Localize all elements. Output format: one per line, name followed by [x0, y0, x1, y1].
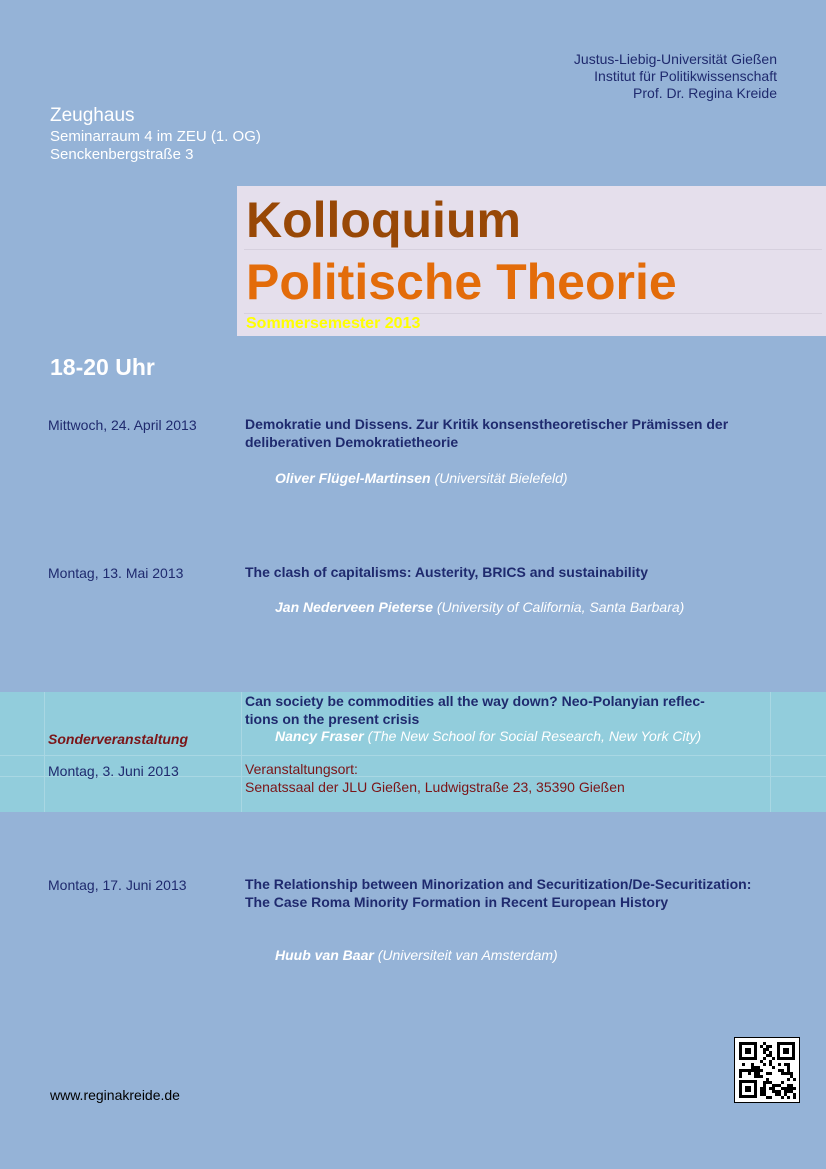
- venue-street: Senckenbergstraße 3: [50, 146, 194, 163]
- qr-module: [787, 1069, 790, 1072]
- qr-module: [787, 1066, 790, 1069]
- location-address: Senatssaal der JLU Gießen, Ludwigstraße 23, 35390 Gießen: [245, 779, 625, 795]
- professor-name: Prof. Dr. Regina Kreide: [633, 85, 777, 101]
- guide-line: [770, 692, 771, 812]
- event-4-title: The Relationship between Minorization and Securitization/De-Securitization: The Case Roma Minority Formation in Recent European History: [245, 876, 752, 910]
- semester-label: Sommersemester 2013: [246, 315, 421, 332]
- qr-module: [763, 1057, 766, 1060]
- qr-module: [793, 1093, 796, 1096]
- event-3-location: [245, 760, 625, 796]
- qr-module: [790, 1084, 793, 1087]
- qr-module: [793, 1087, 796, 1090]
- qr-module: [778, 1063, 781, 1066]
- qr-module: [763, 1087, 766, 1090]
- qr-module: [784, 1087, 787, 1090]
- qr-module: [763, 1081, 766, 1084]
- qr-module: [769, 1063, 772, 1066]
- qr-module: [772, 1084, 775, 1087]
- title-box: [237, 186, 826, 336]
- speaker-affiliation: (University of California, Santa Barbara): [436, 599, 685, 615]
- special-event-label: Sonderveranstaltung: [48, 731, 189, 747]
- qr-module: [763, 1063, 766, 1066]
- qr-module: [778, 1090, 781, 1093]
- guide-line: [44, 692, 45, 812]
- qr-module: [757, 1066, 760, 1069]
- qr-module: [787, 1072, 790, 1075]
- qr-module: [751, 1066, 754, 1069]
- event-3-speaker: [275, 728, 701, 744]
- qr-module: [763, 1048, 766, 1051]
- qr-module: [763, 1084, 766, 1087]
- qr-module: [763, 1042, 766, 1045]
- guide-line: [244, 313, 822, 314]
- qr-module: [769, 1051, 772, 1054]
- qr-module: [742, 1069, 745, 1072]
- qr-module: [775, 1093, 778, 1096]
- qr-module: [766, 1045, 769, 1048]
- qr-module: [769, 1081, 772, 1084]
- event-3-date: Montag, 3. Juni 2013: [48, 763, 179, 779]
- event-3-title: [245, 693, 765, 728]
- qr-module: [745, 1069, 748, 1072]
- qr-module: [769, 1096, 772, 1099]
- qr-module: [775, 1090, 778, 1093]
- qr-module: [793, 1096, 796, 1099]
- qr-module: [790, 1072, 793, 1075]
- qr-module: [757, 1069, 760, 1072]
- event-2-date: Montag, 13. Mai 2013: [48, 565, 184, 581]
- event-2-title: The clash of capitalisms: Austerity, BRICS and sustainability: [245, 564, 648, 580]
- time-label: 18-20 Uhr: [50, 354, 155, 380]
- qr-module: [760, 1045, 763, 1048]
- qr-module: [748, 1072, 751, 1075]
- event-1-title: Demokratie und Dissens. Zur Kritik konsenstheoretischer Prämissen der deliberativen Demokratietheorie: [245, 416, 729, 450]
- institution-block: [574, 51, 777, 102]
- qr-module: [760, 1090, 763, 1093]
- qr-module: [787, 1087, 790, 1090]
- qr-module: [739, 1069, 742, 1072]
- qr-module: [790, 1090, 793, 1093]
- qr-module: [781, 1069, 784, 1072]
- qr-module: [778, 1084, 781, 1087]
- qr-module: [766, 1096, 769, 1099]
- qr-module: [754, 1069, 757, 1072]
- qr-module: [772, 1090, 775, 1093]
- speaker-name: Huub van Baar: [275, 947, 374, 963]
- qr-module: [739, 1072, 742, 1075]
- title-line: Can society be commodities all the way down? Neo-Polanyian reflec-: [245, 693, 705, 709]
- qr-module: [769, 1087, 772, 1090]
- qr-module: [757, 1075, 760, 1078]
- university-name: Justus-Liebig-Universität Gießen: [573, 51, 777, 67]
- qr-module: [760, 1075, 763, 1078]
- website-link[interactable]: www.reginakreide.de: [50, 1087, 180, 1103]
- guide-line: [0, 755, 826, 756]
- qr-module: [787, 1084, 790, 1087]
- qr-module: [769, 1060, 772, 1063]
- qr-module: [760, 1060, 763, 1063]
- qr-module: [787, 1090, 790, 1093]
- qr-module: [766, 1072, 769, 1075]
- qr-code-icon: [735, 1038, 799, 1102]
- qr-module: [772, 1087, 775, 1090]
- qr-module: [784, 1090, 787, 1093]
- qr-module: [751, 1063, 754, 1066]
- qr-module: [766, 1081, 769, 1084]
- location-label: Veranstaltungsort:: [245, 761, 358, 777]
- event-4-speaker: [275, 947, 558, 963]
- qr-code-icon: [734, 1037, 800, 1103]
- qr-module: [769, 1072, 772, 1075]
- qr-module: [766, 1078, 769, 1081]
- institute-name: Institut für Politikwissenschaft: [594, 68, 777, 84]
- qr-module: [787, 1078, 790, 1081]
- qr-module: [751, 1069, 754, 1072]
- qr-module: [760, 1069, 763, 1072]
- qr-module: [763, 1051, 766, 1054]
- event-4-date: Montag, 17. Juni 2013: [48, 877, 187, 893]
- speaker-name: Oliver Flügel-Martinsen: [275, 470, 431, 486]
- qr-module: [787, 1096, 790, 1099]
- qr-module: [790, 1075, 793, 1078]
- speaker-name: Jan Nederveen Pieterse: [275, 599, 433, 615]
- qr-module: [754, 1075, 757, 1078]
- qr-module: [754, 1072, 757, 1075]
- qr-module: [781, 1081, 784, 1084]
- qr-module: [754, 1066, 757, 1069]
- guide-line: [241, 692, 242, 812]
- title-line-2: Politische Theorie: [246, 254, 677, 310]
- venue-name: Zeughaus: [50, 105, 135, 126]
- event-2-speaker: [275, 599, 684, 615]
- qr-module: [742, 1063, 745, 1066]
- qr-module: [775, 1084, 778, 1087]
- qr-module: [772, 1057, 775, 1060]
- event-1-date: Mittwoch, 24. April 2013: [48, 417, 197, 433]
- title-line: tions on the present crisis: [245, 710, 420, 727]
- speaker-affiliation: (The New School for Social Research, New York City): [367, 728, 702, 744]
- qr-module: [787, 1063, 790, 1066]
- event-1-speaker: [275, 470, 568, 486]
- qr-module: [781, 1087, 784, 1090]
- qr-module: [781, 1096, 784, 1099]
- qr-module: [760, 1087, 763, 1090]
- qr-module: [739, 1075, 742, 1078]
- qr-module: [778, 1093, 781, 1096]
- qr-module: [760, 1093, 763, 1096]
- speaker-affiliation: (Universität Bielefeld): [434, 470, 568, 486]
- qr-module: [763, 1090, 766, 1093]
- qr-module: [763, 1093, 766, 1096]
- qr-module: [766, 1054, 769, 1057]
- qr-module: [784, 1063, 787, 1066]
- qr-module: [784, 1093, 787, 1096]
- qr-module: [778, 1069, 781, 1072]
- qr-module: [781, 1072, 784, 1075]
- venue-block: [50, 104, 261, 164]
- qr-module: [769, 1054, 772, 1057]
- qr-module: [748, 1069, 751, 1072]
- qr-module: [766, 1048, 769, 1051]
- qr-module: [769, 1045, 772, 1048]
- qr-module: [784, 1072, 787, 1075]
- venue-room: Seminarraum 4 im ZEU (1. OG): [50, 128, 261, 145]
- title-line-1: Kolloquium: [246, 192, 521, 248]
- qr-module: [790, 1087, 793, 1090]
- qr-module: [772, 1066, 775, 1069]
- speaker-affiliation: (Universiteit van Amsterdam): [377, 947, 558, 963]
- qr-module: [757, 1072, 760, 1075]
- speaker-name: Nancy Fraser: [275, 728, 364, 744]
- qr-module: [793, 1078, 796, 1081]
